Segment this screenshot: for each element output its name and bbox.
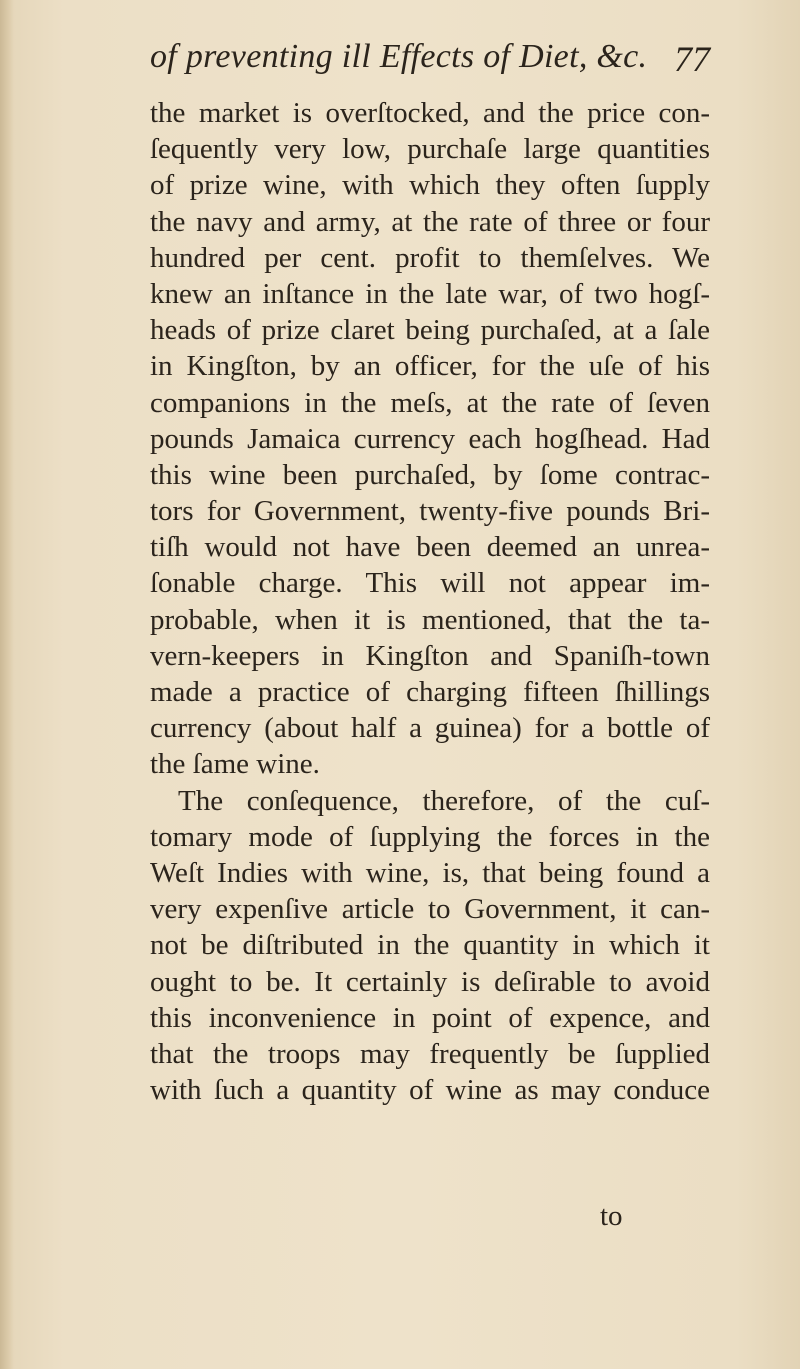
text-line: tomary mode of ſupplying the forces in the — [150, 820, 710, 853]
page-header — [150, 38, 710, 90]
body-text — [150, 95, 710, 1108]
text-line: heads of prize claret being purchaſed, at a ſale — [150, 314, 710, 347]
page-gutter — [0, 0, 14, 1369]
text-line: tiſh would not have been deemed an unrea- — [150, 531, 710, 564]
text-line: pounds Jamaica currency each hogſhead. Had — [150, 422, 710, 455]
text-line: the market is overſtocked, and the price con- — [150, 97, 710, 129]
text-line: the navy and army, at the rate of three or four — [150, 205, 710, 238]
paragraph-start-line: The conſequence, therefore, of the cuſ- — [178, 784, 710, 817]
text-line: companions in the meſs, at the rate of ſeven — [150, 386, 710, 419]
text-line: ſonable charge. This will not appear im- — [150, 567, 710, 600]
text-line: this inconvenience in point of expence, and — [150, 1001, 710, 1034]
text-line: tors for Government, twenty-five pounds Bri- — [150, 495, 710, 528]
text-line: vern-keepers in Kingſton and Spaniſh-town — [150, 639, 710, 672]
text-line: with ſuch a quantity of wine as may conduce — [150, 1074, 710, 1107]
text-line: currency (about half a guinea) for a bottle of — [150, 712, 710, 745]
catchword: to — [600, 1200, 623, 1232]
text-line: in Kingſton, by an officer, for the uſe of his — [150, 350, 710, 383]
page-number: 77 — [674, 39, 710, 79]
text-line: very expenſive article to Government, it can- — [150, 893, 710, 926]
text-line: not be diſtributed in the quantity in which it — [150, 929, 710, 962]
text-line: made a practice of charging fifteen ſhillings — [150, 676, 710, 708]
text-line: probable, when it is mentioned, that the ta- — [150, 603, 710, 636]
text-line: knew an inſtance in the late war, of two hogſ- — [150, 277, 710, 310]
text-line: this wine been purchaſed, by ſome contrac- — [150, 458, 710, 491]
text-line: of prize wine, with which they often ſupply — [150, 169, 710, 202]
text-line: hundred per cent. profit to themſelves. We — [150, 241, 710, 274]
text-line: Weſt Indies with wine, is, that being found a — [150, 856, 710, 889]
text-line: ought to be. It certainly is deſirable to avoid — [150, 965, 710, 998]
text-line: that the troops may frequently be ſupplied — [150, 1037, 710, 1070]
text-line: ſequently very low, purchaſe large quantities — [150, 133, 710, 166]
paragraph-end-line: the ſame wine. — [150, 748, 320, 781]
running-title: of preventing ill Effects of Diet, &c. — [150, 38, 648, 75]
